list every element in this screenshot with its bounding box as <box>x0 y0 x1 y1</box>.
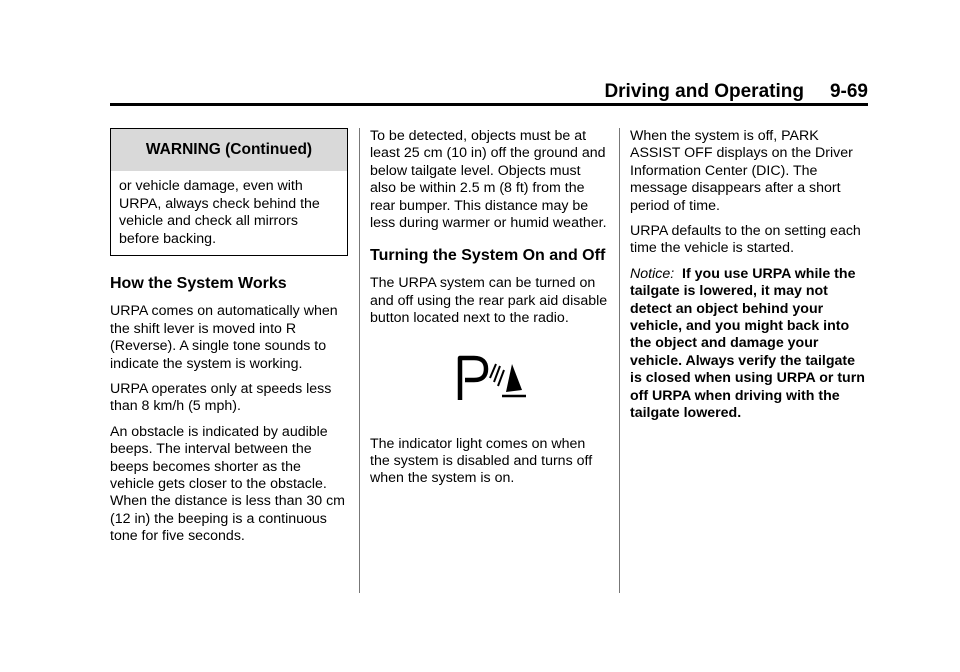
section-heading: Turning the System On and Off <box>370 247 606 265</box>
paragraph: URPA operates only at speeds less than 8 km/h (5 mph). <box>110 381 332 415</box>
paragraph: URPA defaults to the on setting each time the vehicle is started. <box>630 223 861 257</box>
notice-text: If you use URPA while the tailgate is lowered, it may not detect an object behind your vehicle, and you might back into the object and damage your vehicle. Always verify the tailgate is closed when using URPA or turn off URPA when driving with the tailgate lowered. <box>630 265 865 422</box>
page-header <box>110 80 868 104</box>
paragraph: The URPA system can be turned on and off using the rear park aid disable button located next to the radio. <box>370 275 608 327</box>
icon-container <box>370 336 608 436</box>
section-heading: How the System Works <box>110 275 287 293</box>
paragraph: When the system is off, PARK ASSIST OFF displays on the Driver Information Center (DIC). The message disappears after a short period of time. <box>630 128 853 214</box>
header-rule <box>110 103 868 106</box>
paragraph: To be detected, objects must be at least 25 cm (10 in) off the ground and below tailgate level. Objects must also be within 2.5 m (8 ft) from the rear bumper. This distance may be less during warmer or humid weather. <box>370 128 607 232</box>
warning-title: WARNING (Continued) <box>111 129 347 171</box>
notice <box>630 266 868 423</box>
warning-text: or vehicle damage, even with URPA, always check behind the vehicle and check all mirrors before backing. <box>119 178 320 247</box>
paragraph: The indicator light comes on when the system is disabled and turns off when the system is on. <box>370 435 593 487</box>
notice-label: Notice: <box>630 265 675 282</box>
column-right <box>630 128 868 431</box>
column-left <box>110 128 348 554</box>
column-divider <box>619 128 620 593</box>
column-divider <box>359 128 360 593</box>
paragraph: An obstacle is indicated by audible beeps. The interval between the beeps becomes shorter as the vehicle gets closer to the obstacle. When the distance is less than 30 cm (12 in) the beeping is a continuous tone for five seconds. <box>110 423 346 545</box>
page-number: 9-69 <box>829 81 868 102</box>
column-middle <box>370 128 608 496</box>
section-title: Driving and Operating <box>604 81 804 102</box>
warning-box <box>110 128 348 256</box>
park-assist-icon <box>456 352 528 404</box>
paragraph: URPA comes on automatically when the shift lever is moved into R (Reverse). A single tone sounds to indicate the system is working. <box>110 303 338 372</box>
